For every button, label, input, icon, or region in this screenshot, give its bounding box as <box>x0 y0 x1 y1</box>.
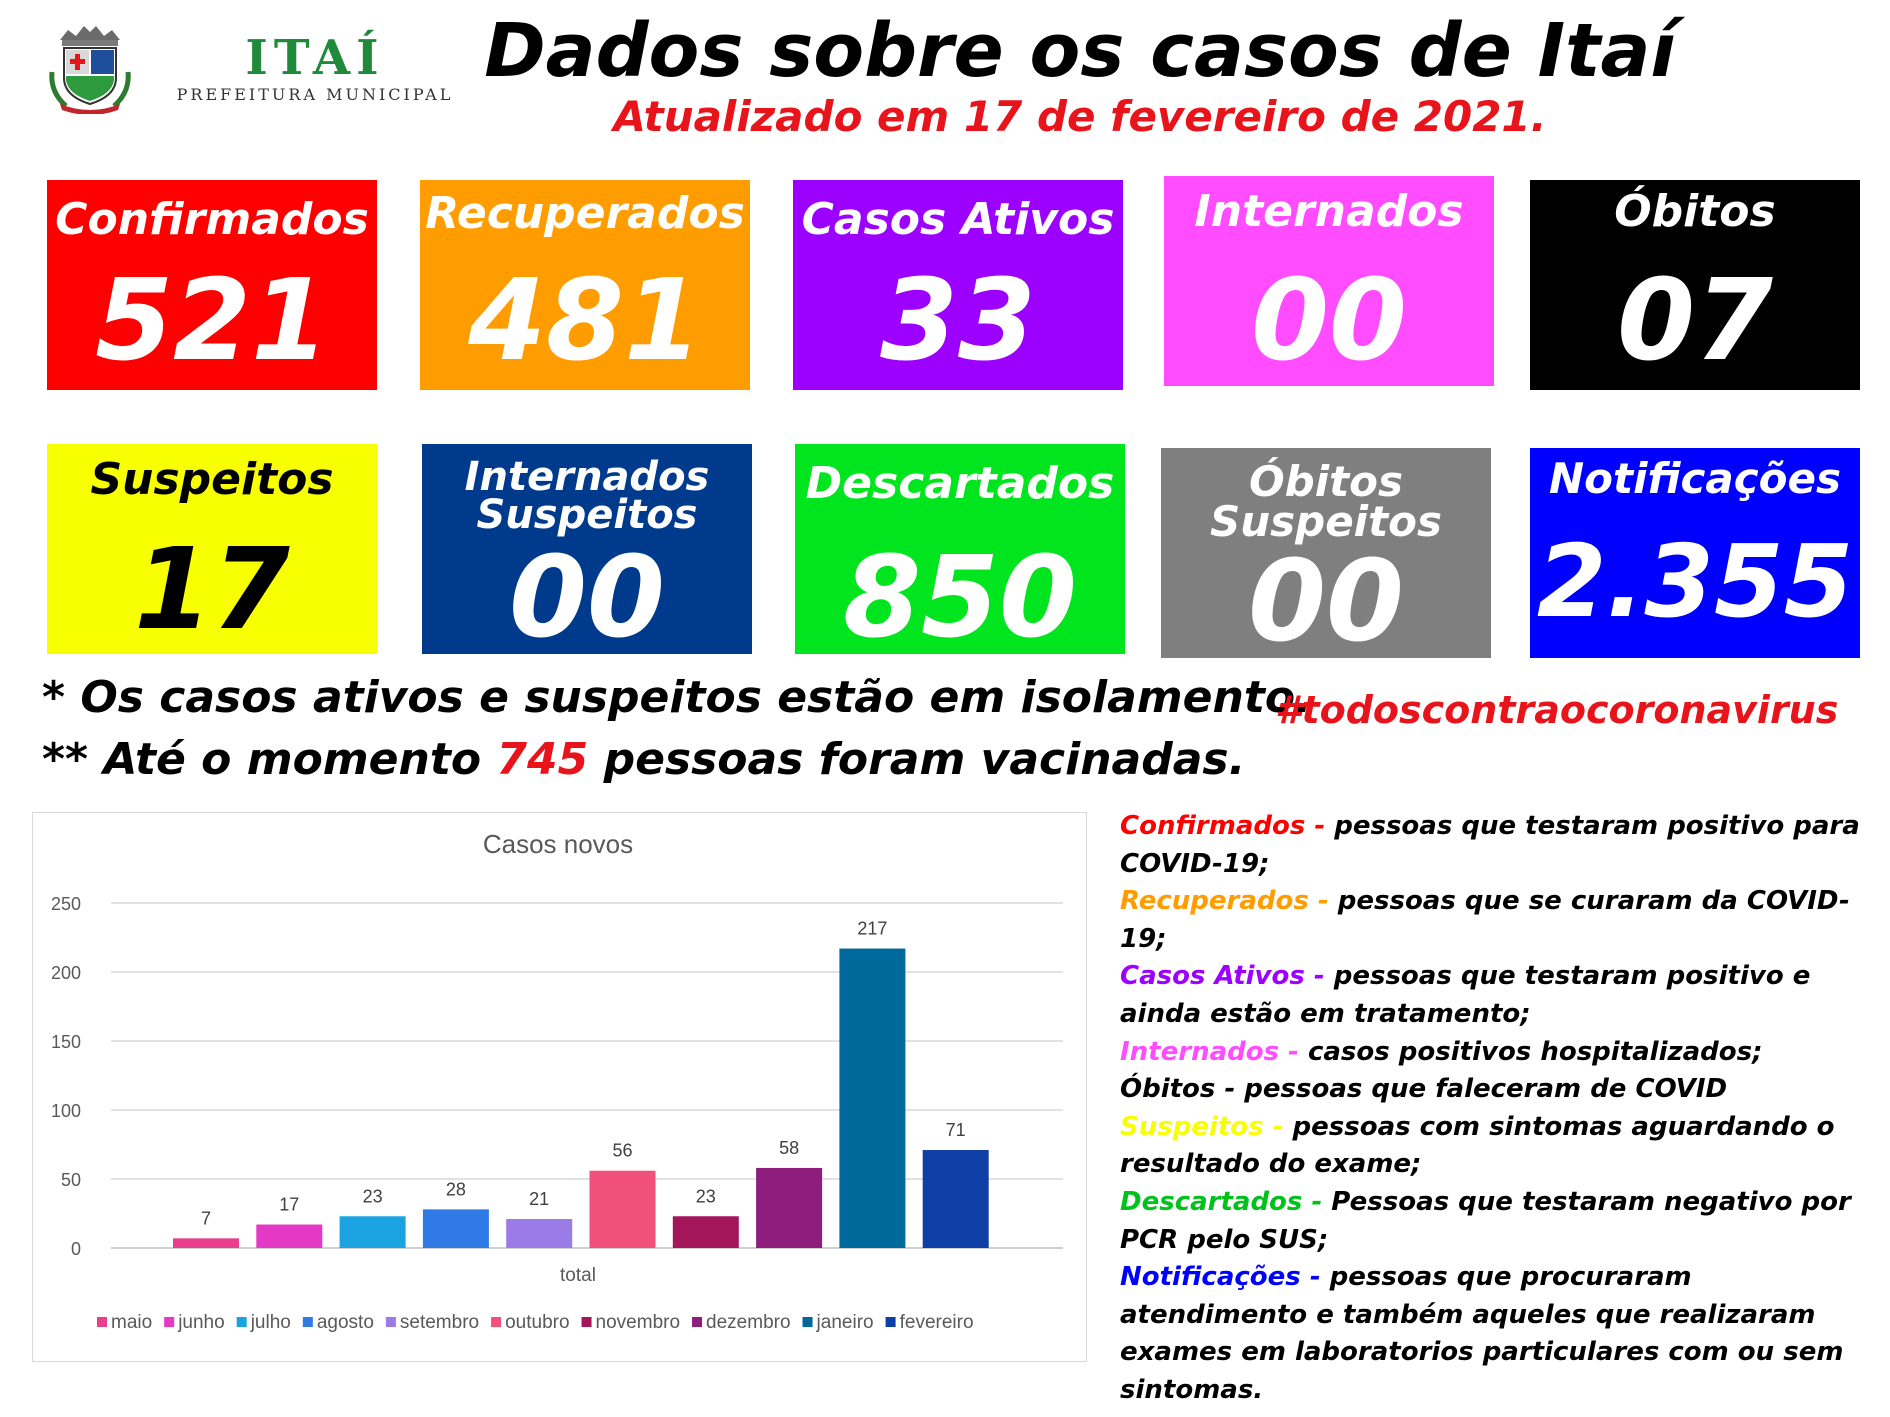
card-label: Recuperados <box>425 188 745 239</box>
bar-dezembro <box>756 1168 822 1248</box>
data-label: 7 <box>200 1208 212 1229</box>
card-label: Óbitos <box>1614 186 1776 237</box>
definition-item <box>1120 1071 1880 1109</box>
vaccination-note-prefix: ** Até o momento <box>42 734 497 785</box>
card-obitos <box>1530 180 1860 390</box>
vaccinated-count: 745 <box>496 734 589 785</box>
data-label: 21 <box>529 1189 550 1210</box>
definition-item <box>1120 1034 1880 1072</box>
card-label: Óbitos Suspeitos <box>1209 457 1443 546</box>
definition-item <box>1120 1259 1880 1409</box>
vaccination-note <box>42 734 1245 785</box>
data-label: 56 <box>612 1140 633 1161</box>
legend-swatch <box>803 1317 813 1327</box>
definition-description: casos positivos hospitalizados; <box>1307 1036 1763 1067</box>
y-tick-label: 50 <box>60 1170 81 1190</box>
y-tick-label: 250 <box>50 894 81 914</box>
definition-description: pessoas que procuraram atendimento e também aqueles que realizaram exames em laboratorios particulares com ou sem sintomas. <box>1120 1262 1844 1405</box>
legend-label: fevereiro <box>899 1312 974 1333</box>
card-notificacoes <box>1530 448 1860 658</box>
card-descartados <box>795 444 1125 663</box>
legend-label: agosto <box>316 1312 374 1333</box>
data-label: 23 <box>362 1186 383 1207</box>
definition-term: Notificações - <box>1120 1262 1330 1293</box>
definitions-list <box>1120 808 1880 1410</box>
vaccination-note-suffix: pessoas foram vacinadas. <box>588 734 1246 785</box>
data-label: 217 <box>857 918 888 939</box>
chart-title: Casos novos <box>482 829 634 859</box>
data-label: 28 <box>445 1179 466 1200</box>
definition-item <box>1120 808 1880 883</box>
legend-label: julho <box>250 1312 291 1333</box>
legend-swatch <box>237 1317 247 1327</box>
card-label: Internados Suspeitos <box>464 454 710 538</box>
bar-junho <box>256 1225 322 1248</box>
y-tick-label: 200 <box>50 963 81 983</box>
data-label: 23 <box>695 1186 716 1207</box>
definition-term: Recuperados - <box>1120 886 1338 917</box>
card-label: Confirmados <box>55 194 369 245</box>
page-title: Dados sobre os casos de Itaí <box>484 8 1676 94</box>
legend-label: junho <box>178 1312 225 1333</box>
card-recuperados <box>420 180 750 390</box>
card-value: 07 <box>1617 256 1773 386</box>
y-tick-label: 0 <box>70 1239 81 1259</box>
card-value: 33 <box>880 256 1036 386</box>
definition-term: Óbitos - <box>1120 1074 1245 1105</box>
bar-fevereiro <box>923 1150 989 1248</box>
legend-swatch <box>491 1317 501 1327</box>
card-label: Notificações <box>1548 454 1841 503</box>
data-label: 17 <box>279 1194 300 1215</box>
legend-label: janeiro <box>816 1312 874 1333</box>
definition-term: Internados - <box>1120 1036 1308 1067</box>
definition-term: Confirmados - <box>1120 811 1335 841</box>
new-cases-chart <box>32 812 1087 1362</box>
definition-term: Suspeitos - <box>1120 1111 1293 1142</box>
bar-agosto <box>423 1209 489 1248</box>
card-label: Internados <box>1194 186 1464 237</box>
legend-label: setembro <box>399 1312 480 1333</box>
bar-outubro <box>590 1171 656 1248</box>
definition-term: Descartados - <box>1120 1186 1332 1217</box>
legend-swatch <box>582 1317 592 1327</box>
data-label: 71 <box>945 1120 966 1141</box>
definition-description: pessoas que testaram positivo e ainda estão em tratamento; <box>1120 961 1811 1029</box>
card-value: 521 <box>95 256 329 386</box>
definition-item <box>1120 883 1880 958</box>
new-cases-chart-svg <box>33 813 1086 1361</box>
card-casos-ativos <box>793 180 1123 390</box>
legend-label: maio <box>111 1312 153 1333</box>
definition-item <box>1120 1184 1880 1259</box>
card-label: Descartados <box>805 458 1115 509</box>
definition-description: pessoas com sintomas aguardando o resultado do exame; <box>1120 1111 1835 1180</box>
card-confirmados <box>47 180 377 390</box>
update-date: Atualizado em 17 de fevereiro de 2021. <box>613 92 1547 141</box>
definition-item <box>1120 1109 1880 1184</box>
card-value: 481 <box>468 256 702 386</box>
definition-description: pessoas que testaram positivo para COVID-19; <box>1120 811 1860 879</box>
bar-maio <box>173 1238 239 1248</box>
legend-label: outubro <box>505 1312 570 1333</box>
card-value: 00 <box>1251 256 1407 386</box>
definition-description: pessoas que se curaram da COVID-19; <box>1120 886 1850 954</box>
legend-swatch <box>692 1317 702 1327</box>
card-value: 2.355 <box>1536 523 1854 640</box>
card-value: 850 <box>843 533 1077 663</box>
bar-janeiro <box>839 949 905 1248</box>
isolation-note: * Os casos ativos e suspeitos estão em isolamento. <box>42 672 1312 723</box>
bar-julho <box>340 1216 406 1248</box>
legend-swatch <box>97 1317 107 1327</box>
definition-item <box>1120 958 1880 1033</box>
brand-name: ITAÍ <box>245 30 385 86</box>
bar-setembro <box>506 1219 572 1248</box>
hashtag: #todoscontraocoronavirus <box>1275 688 1839 732</box>
legend-label: dezembro <box>706 1312 791 1333</box>
legend-label: novembro <box>595 1312 681 1333</box>
card-obitos-suspeitos <box>1161 448 1491 667</box>
card-value: 17 <box>134 525 290 655</box>
card-label: Casos Ativos <box>801 194 1115 245</box>
card-internados-suspeitos <box>422 444 752 663</box>
card-label: Suspeitos <box>90 454 334 505</box>
legend-swatch <box>164 1317 174 1327</box>
legend-swatch <box>303 1317 313 1327</box>
definition-description: Pessoas que testaram negativo por PCR pelo SUS; <box>1120 1186 1851 1255</box>
data-label: 58 <box>779 1137 800 1158</box>
x-axis-category-label: total <box>560 1265 596 1286</box>
legend-swatch <box>886 1317 896 1327</box>
card-value: 00 <box>1248 537 1404 667</box>
definition-term: Casos Ativos - <box>1120 961 1334 992</box>
card-internados <box>1164 176 1494 386</box>
card-value: 00 <box>509 533 665 663</box>
legend-swatch <box>386 1317 396 1327</box>
municipal-coat-of-arms-logo <box>46 22 134 114</box>
y-tick-label: 100 <box>50 1101 81 1121</box>
bar-novembro <box>673 1216 739 1248</box>
brand-subtitle: PREFEITURA MUNICIPAL <box>176 85 454 104</box>
card-suspeitos <box>47 444 377 654</box>
definition-description: pessoas que faleceram de COVID <box>1244 1074 1728 1105</box>
y-tick-label: 150 <box>50 1032 81 1052</box>
